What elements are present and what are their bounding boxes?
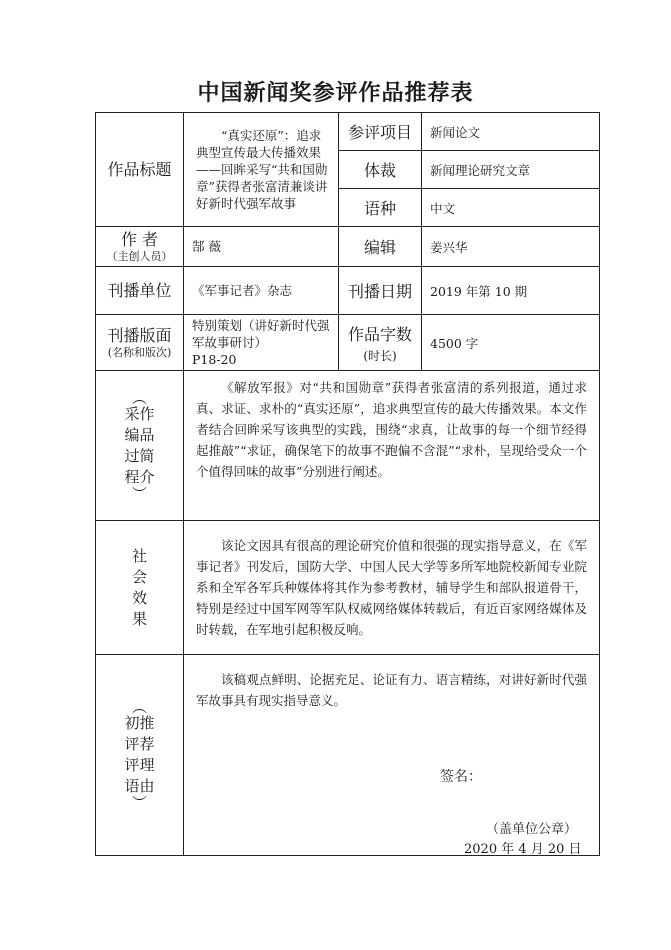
work-title-value: “真实还原”：追求典型宣传最大传播效果 ——回眸采写“共和国勋章”获得者张富清兼谈讲好新时代强军故事 bbox=[184, 113, 339, 227]
recommendation-form bbox=[95, 112, 600, 856]
form-title: 中国新闻奖参评作品推荐表 bbox=[197, 81, 474, 106]
seal-label: （盖单位公章） bbox=[486, 822, 578, 837]
evaluation-text: 该稿观点鲜明、论据充足、论证有力、语言精练，对讲好新时代强军故事具有现实指导意义。 bbox=[196, 672, 588, 708]
effect-label: 社 会 效 果 bbox=[96, 521, 184, 655]
work-title-label: 作品标题 bbox=[96, 113, 184, 227]
effect-text: 该论文因具有很高的理论研究价值和很强的现实指导意义，在《军事记者》刊发后，国防大学、中国人民大学等多所军地院校新闻专业院系和全军各军兵种媒体将其作为参考教材，辅导学生和部队报道骨干，特别是经过中国军网等军队权威网络媒体转载后，有近百家网络媒体及时转载，在军地引起积极反响。 bbox=[184, 521, 600, 655]
process-text: 《解放军报》对“共和国勋章”获得者张富清的系列报道，通过求真、求证、求朴的“真实还原”，追求典型宣传的最大传播效果。本文作者结合回眸采写该典型的实践，围绕“求真，让故事的每一个细节经得起推敲”“求证，确保笔下的故事不跑偏不含混”“求朴，呈现给受众一个个值得回味的故事”分别进行阐述。 bbox=[184, 371, 600, 521]
word-count-value: 4500 字 bbox=[422, 315, 600, 371]
category-label: 参评项目 bbox=[339, 113, 422, 151]
word-count-label: 作品字数 (时长) bbox=[339, 315, 422, 371]
language-value: 中文 bbox=[422, 189, 600, 227]
sign-date: 2020 年 4 月 20 日 bbox=[464, 842, 582, 857]
language-label: 语种 bbox=[339, 189, 422, 227]
publisher-value: 《军事记者》杂志 bbox=[184, 267, 339, 315]
publish-date-label: 刊播日期 bbox=[339, 267, 422, 315]
author-label: 作 者 （主创人员） bbox=[96, 227, 184, 267]
process-label: ︵ 采作 编品 过简 程介 ︶ bbox=[96, 371, 184, 521]
publish-date-value: 2019 年第 10 期 bbox=[422, 267, 600, 315]
evaluation-label: ︵ 初推 评荐 评理 语由 ︶ bbox=[96, 655, 184, 856]
editor-value: 姜兴华 bbox=[422, 227, 600, 267]
publisher-label: 刊播单位 bbox=[96, 267, 184, 315]
page-label: 刊播版面 (名称和版次) bbox=[96, 315, 184, 371]
genre-label: 体裁 bbox=[339, 151, 422, 189]
author-value: 郜 薇 bbox=[184, 227, 339, 267]
evaluation-cell bbox=[184, 655, 600, 856]
genre-value: 新闻理论研究文章 bbox=[422, 151, 600, 189]
signature-label: 签名： bbox=[440, 769, 482, 785]
category-value: 新闻论文 bbox=[422, 113, 600, 151]
editor-label: 编辑 bbox=[339, 227, 422, 267]
page-value: 特别策划（讲好新时代强军故事研讨） P18-20 bbox=[184, 315, 339, 371]
